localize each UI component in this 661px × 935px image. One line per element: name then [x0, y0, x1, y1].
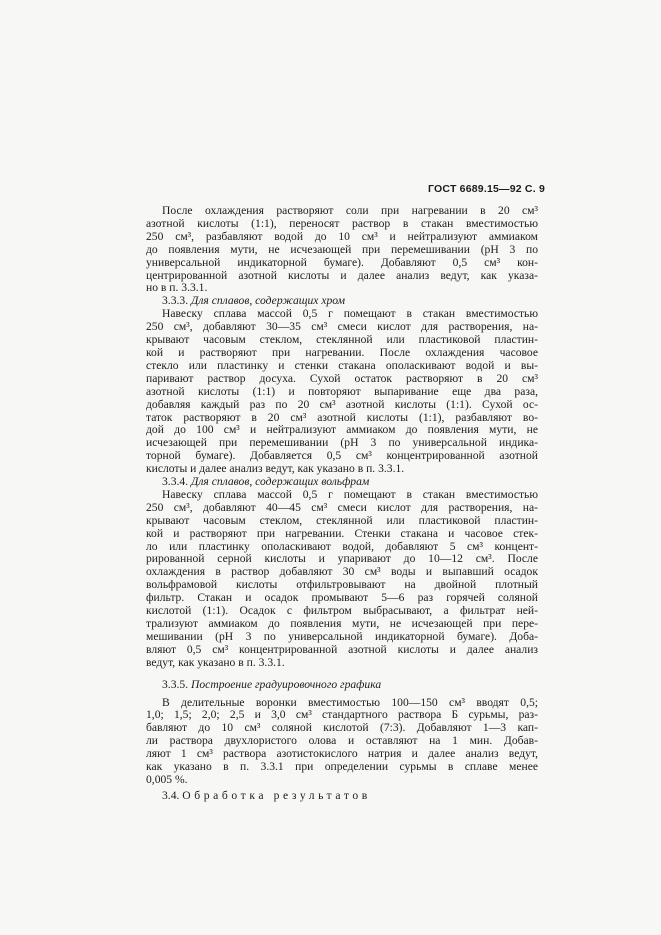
paragraph-3-3-3	[146, 308, 538, 476]
text-line: крывают часовым стеклом, стеклянной или пластиковой пластин-	[146, 514, 538, 527]
text-line: рированной серной кислоты и упаривают до 10—12 см³. После	[146, 553, 538, 566]
text-line: Навеску сплава массой 0,5 г помещают в стакан вместимостью	[162, 308, 538, 321]
section-number: 3.3.4.	[162, 475, 189, 489]
text-line: кой и растворяют при нагревании. После охлаждения часовое	[146, 346, 538, 359]
section-title: Обработка результатов	[182, 788, 371, 802]
paragraph-3-3-4	[146, 489, 538, 670]
text-line: мешивании (рН 3 по универсальной индикаторной бумаге). Доба-	[146, 630, 538, 643]
text-line: исчезающей при перемешивании (рН 3 по универсальной индика-	[146, 437, 538, 450]
paragraph-3-3-5	[146, 697, 538, 787]
text-line: паривают раствор досуха. Сухой остаток растворяют в 20 см³	[146, 372, 538, 385]
paragraph-intro	[146, 205, 538, 295]
text-line: охлаждения в раствор добавляют 30 см³ воды и выпавший осадок	[146, 566, 538, 579]
text-line: 0,005 %.	[146, 773, 188, 786]
text-line: фильтр. Стакан и осадок промывают 5—6 раз горячей соляной	[146, 592, 538, 605]
text-line: ляют 1 см³ раствора азотистокислого натрия и далее анализ ведут,	[146, 748, 538, 761]
text-line: как указано в п. 3.3.1 при определении сурьмы в сплаве менее	[146, 761, 538, 774]
text-line: 1,0; 1,5; 2,0; 2,5 и 3,0 см³ стандартного раствора Б сурьмы, раз-	[146, 709, 538, 722]
text-line: но в п. 3.3.1.	[146, 282, 208, 295]
text-line: универсальной индикаторной бумаге). Добавляют 0,5 см³ кон-	[146, 256, 538, 269]
text-line: ло или пластинку ополаскивают водой, добавляют 5 см³ концент-	[146, 540, 538, 553]
text-line: центрированной азотной кислоты и далее анализ ведут, как указа-	[146, 269, 538, 282]
text-line: кой и растворяют при нагревании. Стенки стакана и часовое стек-	[146, 527, 538, 540]
text-line: таток растворяют в 20 см³ азотной кислоты (1:1), разбавляют во-	[146, 411, 538, 424]
section-heading-3-3-4	[146, 476, 538, 489]
text-line: кислотой (1:1). Осадок с фильтром выбрасывают, а фильтрат ней-	[146, 605, 538, 618]
section-heading-3-4	[146, 790, 538, 803]
text-line: В делительные воронки вместимостью 100—150 см³ вводят 0,5;	[162, 696, 538, 709]
text-line: кислоты и далее анализ ведут, как указано в п. 3.3.1.	[146, 463, 405, 476]
text-line: трализуют аммиаком до появления мути, не исчезающей при пере-	[146, 618, 538, 630]
text-line: 250 см³, добавляют 40—45 см³ смеси кислот для растворения, на-	[146, 501, 538, 514]
section-title: Для сплавов, содержащих хром	[191, 294, 346, 308]
body-text	[146, 205, 538, 803]
section-heading-3-3-5	[146, 679, 538, 692]
text-line: вляют 0,5 см³ концентрированной азотной кислоты и далее анализ	[146, 643, 538, 656]
text-line: стекло или пластинку и стенки стакана ополаскивают водой и вы-	[146, 359, 538, 372]
text-line: 250 см³, разбавляют водой до 10 см³ и нейтрализуют аммиаком	[146, 230, 538, 243]
section-number: 3.4.	[162, 788, 180, 802]
text-line: дой до 100 см³ и нейтрализуют аммиаком до появления мути, не	[146, 424, 538, 437]
section-heading-3-3-3	[146, 295, 538, 308]
text-line: торной бумаге). Добавляется 0,5 см³ концентрированной азотной	[146, 450, 538, 463]
section-number: 3.3.5.	[162, 677, 189, 691]
text-line: крывают часовым стеклом, стеклянной или пластиковой пластин-	[146, 334, 538, 347]
text-line: Навеску сплава массой 0,5 г помещают в стакан вместимостью	[162, 488, 538, 501]
section-title: Для сплавов, содержащих вольфрам	[191, 475, 370, 489]
section-number: 3.3.3.	[162, 294, 189, 308]
text-line: добавляя каждый раз по 20 см³ азотной кислоты (1:1). Сухой ос-	[146, 398, 538, 411]
text-line: азотной кислоты (1:1) и повторяют выпаривание еще два раза,	[146, 385, 538, 398]
text-line: вольфрамовой кислоты отфильтровывают на двойной плотный	[146, 579, 538, 592]
text-line: до появления мути, не исчезающей при перемешивании (рН 3 по	[146, 243, 538, 256]
text-line: 250 см³, добавляют 30—35 см³ смеси кислот для растворения, на-	[146, 321, 538, 334]
section-title: Построение градуировочного графика	[191, 677, 382, 691]
text-line: После охлаждения растворяют соли при нагревании в 20 см³	[162, 205, 538, 217]
text-line: бавляют до 10 см³ соляной кислотой (7:3). Добавляют 1—3 кап-	[146, 722, 538, 735]
page-header: ГОСТ 6689.15—92 С. 9	[428, 183, 545, 195]
text-line: ведут, как указано в п. 3.3.1.	[146, 656, 285, 669]
text-line: азотной кислоты (1:1), переносят раствор в стакан вместимостью	[146, 217, 538, 230]
text-line: ли раствора двухлористого олова и оставляют на 1 мин. Добав-	[146, 735, 538, 748]
